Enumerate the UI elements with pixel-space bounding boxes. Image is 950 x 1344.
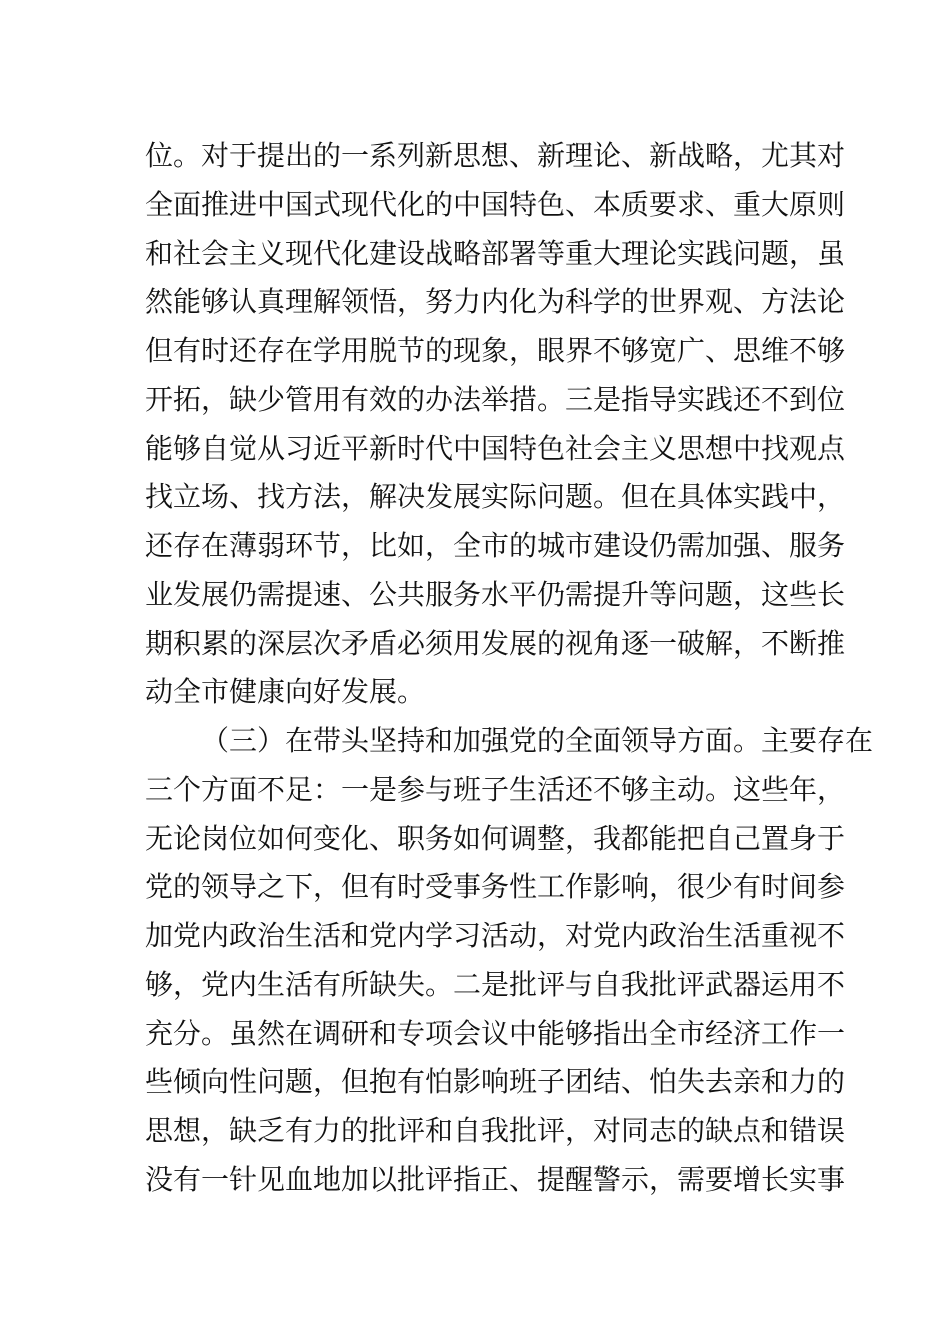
paragraph-end-line: 动全市健康向好发展。 — [145, 675, 426, 709]
text-line: 够，党内生活有所缺失。二是批评与自我批评武器运用不 — [145, 967, 846, 1001]
text-line: 党的领导之下，但有时受事务性工作影响，很少有时间参 — [145, 870, 846, 904]
text-line: 开拓，缺少管用有效的办法举措。三是指导实践还不到位 — [145, 382, 846, 416]
text-line: 加党内政治生活和党内学习活动，对党内政治生活重视不 — [145, 919, 846, 952]
section-heading-line: （三）在带头坚持和加强党的全面领导方面。主要存在 — [201, 724, 874, 757]
text-line: 位。对于提出的一系列新思想、新理论、新战略，尤其对 — [145, 139, 846, 172]
text-line: 和社会主义现代化建设战略部署等重大理论实践问题，虽 — [145, 236, 846, 270]
text-line: 思想，缺乏有力的批评和自我批评，对同志的缺点和错误 — [145, 1114, 846, 1147]
text-line: 期积累的深层次矛盾必须用发展的视角逐一破解，不断推 — [145, 626, 846, 660]
text-line: 三个方面不足：一是参与班子生活还不够主动。这些年， — [145, 772, 846, 806]
text-line: 没有一针见血地加以批评指正、提醒警示，需要增长实事 — [145, 1162, 846, 1196]
body-text — [145, 132, 874, 1205]
text-line: 无论岗位如何变化、职务如何调整，我都能把自己置身于 — [145, 821, 846, 855]
text-line: 能够自觉从习近平新时代中国特色社会主义思想中找观点 — [145, 431, 846, 465]
text-line: 找立场、找方法，解决发展实际问题。但在具体实践中， — [145, 480, 846, 514]
text-line: 些倾向性问题，但抱有怕影响班子团结、怕失去亲和力的 — [145, 1065, 846, 1099]
text-line: 充分。虽然在调研和专项会议中能够指出全市经济工作一 — [145, 1016, 846, 1050]
text-line: 但有时还存在学用脱节的现象，眼界不够宽广、思维不够 — [145, 334, 846, 367]
text-line: 然能够认真理解领悟，努力内化为科学的世界观、方法论 — [145, 285, 846, 319]
text-line: 还存在薄弱环节，比如，全市的城市建设仍需加强、服务 — [145, 529, 846, 562]
text-line: 业发展仍需提速、公共服务水平仍需提升等问题，这些长 — [145, 577, 846, 611]
text-line: 全面推进中国式现代化的中国特色、本质要求、重大原则 — [145, 187, 846, 221]
